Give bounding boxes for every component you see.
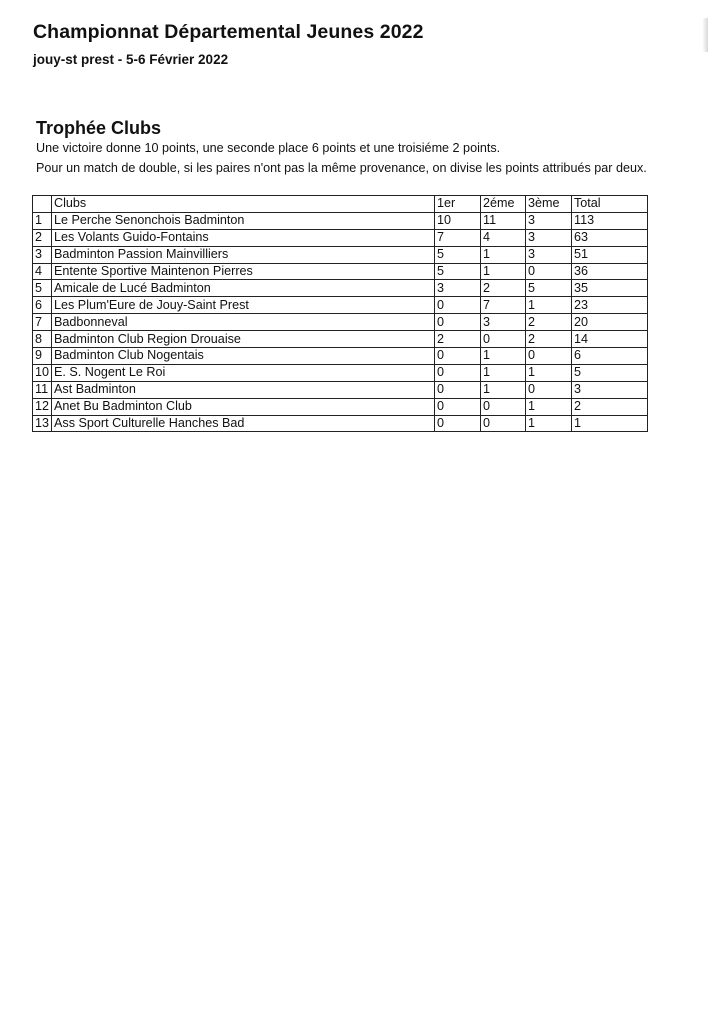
cell-first-places: 5 — [435, 263, 481, 280]
cell-third-places: 1 — [526, 398, 572, 415]
cell-third-places: 2 — [526, 314, 572, 331]
cell-club-name: Les Volants Guido-Fontains — [52, 229, 435, 246]
cell-second-places: 0 — [481, 331, 526, 348]
header-clubs: Clubs — [52, 196, 435, 213]
cell-rank: 9 — [33, 348, 52, 365]
cell-second-places: 7 — [481, 297, 526, 314]
table-row — [33, 314, 648, 331]
cell-club-name: Badminton Club Nogentais — [52, 348, 435, 365]
cell-third-places: 1 — [526, 297, 572, 314]
cell-total: 63 — [572, 229, 648, 246]
cell-first-places: 0 — [435, 415, 481, 432]
table-row — [33, 246, 648, 263]
cell-rank: 1 — [33, 212, 52, 229]
cell-club-name: E. S. Nogent Le Roi — [52, 364, 435, 381]
club-ranking-table — [32, 195, 648, 432]
cell-total: 1 — [572, 415, 648, 432]
header-second-places: 2éme — [481, 196, 526, 213]
cell-second-places: 3 — [481, 314, 526, 331]
doubles-rule-text: Pour un match de double, si les paires n'ont pas la même provenance, on divise les points attribués par deux. — [36, 161, 647, 175]
cell-second-places: 1 — [481, 246, 526, 263]
scoring-rule-text: Une victoire donne 10 points, une seconde place 6 points et une troisiéme 2 points. — [36, 141, 501, 155]
cell-club-name: Badminton Club Region Drouaise — [52, 331, 435, 348]
cell-total: 14 — [572, 331, 648, 348]
cell-rank: 11 — [33, 381, 52, 398]
cell-total: 2 — [572, 398, 648, 415]
cell-second-places: 0 — [481, 415, 526, 432]
cell-first-places: 2 — [435, 331, 481, 348]
cell-club-name: Badbonneval — [52, 314, 435, 331]
table-row — [33, 364, 648, 381]
cell-second-places: 1 — [481, 263, 526, 280]
cell-rank: 10 — [33, 364, 52, 381]
cell-third-places: 0 — [526, 348, 572, 365]
table-row — [33, 331, 648, 348]
cell-club-name: Ass Sport Culturelle Hanches Bad — [52, 415, 435, 432]
cell-rank: 6 — [33, 297, 52, 314]
cell-rank: 8 — [33, 331, 52, 348]
table-body — [33, 212, 648, 432]
cell-rank: 4 — [33, 263, 52, 280]
cell-club-name: Badminton Passion Mainvilliers — [52, 246, 435, 263]
header-total: Total — [572, 196, 648, 213]
cell-first-places: 7 — [435, 229, 481, 246]
table-row — [33, 348, 648, 365]
cell-rank: 13 — [33, 415, 52, 432]
cell-club-name: Entente Sportive Maintenon Pierres — [52, 263, 435, 280]
cell-rank: 12 — [33, 398, 52, 415]
cell-third-places: 1 — [526, 415, 572, 432]
cell-third-places: 3 — [526, 212, 572, 229]
cell-total: 113 — [572, 212, 648, 229]
section-title: Trophée Clubs — [36, 118, 162, 138]
cell-total: 51 — [572, 246, 648, 263]
cell-first-places: 0 — [435, 314, 481, 331]
cell-third-places: 0 — [526, 381, 572, 398]
table-row — [33, 280, 648, 297]
cell-third-places: 3 — [526, 229, 572, 246]
cell-club-name: Amicale de Lucé Badminton — [52, 280, 435, 297]
cell-first-places: 0 — [435, 297, 481, 314]
cell-total: 20 — [572, 314, 648, 331]
cell-third-places: 0 — [526, 263, 572, 280]
cell-second-places: 1 — [481, 381, 526, 398]
cell-club-name: Les Plum'Eure de Jouy-Saint Prest — [52, 297, 435, 314]
cell-total: 3 — [572, 381, 648, 398]
cell-third-places: 5 — [526, 280, 572, 297]
page-subtitle: jouy-st prest - 5-6 Février 2022 — [33, 52, 229, 67]
header-first-places: 1er — [435, 196, 481, 213]
table-row — [33, 398, 648, 415]
table-row — [33, 381, 648, 398]
table-row — [33, 229, 648, 246]
page-title: Championnat Départemental Jeunes 2022 — [33, 21, 424, 43]
cell-second-places: 0 — [481, 398, 526, 415]
cell-first-places: 0 — [435, 348, 481, 365]
cell-first-places: 0 — [435, 398, 481, 415]
cell-club-name: Ast Badminton — [52, 381, 435, 398]
cell-first-places: 0 — [435, 381, 481, 398]
cell-third-places: 3 — [526, 246, 572, 263]
cell-total: 5 — [572, 364, 648, 381]
table-header-row — [33, 196, 648, 213]
header-third-places: 3ème — [526, 196, 572, 213]
cell-total: 36 — [572, 263, 648, 280]
cell-total: 35 — [572, 280, 648, 297]
header-rank — [33, 196, 52, 213]
page-edge-shadow — [702, 18, 708, 52]
cell-total: 23 — [572, 297, 648, 314]
cell-second-places: 1 — [481, 348, 526, 365]
cell-second-places: 1 — [481, 364, 526, 381]
table-row — [33, 212, 648, 229]
cell-first-places: 0 — [435, 364, 481, 381]
cell-second-places: 4 — [481, 229, 526, 246]
table-row — [33, 263, 648, 280]
cell-first-places: 3 — [435, 280, 481, 297]
cell-second-places: 11 — [481, 212, 526, 229]
cell-first-places: 5 — [435, 246, 481, 263]
cell-second-places: 2 — [481, 280, 526, 297]
table-row — [33, 297, 648, 314]
cell-club-name: Le Perche Senonchois Badminton — [52, 212, 435, 229]
table-row — [33, 415, 648, 432]
cell-rank: 5 — [33, 280, 52, 297]
cell-third-places: 1 — [526, 364, 572, 381]
cell-club-name: Anet Bu Badminton Club — [52, 398, 435, 415]
cell-rank: 3 — [33, 246, 52, 263]
cell-rank: 2 — [33, 229, 52, 246]
cell-rank: 7 — [33, 314, 52, 331]
cell-first-places: 10 — [435, 212, 481, 229]
cell-third-places: 2 — [526, 331, 572, 348]
cell-total: 6 — [572, 348, 648, 365]
